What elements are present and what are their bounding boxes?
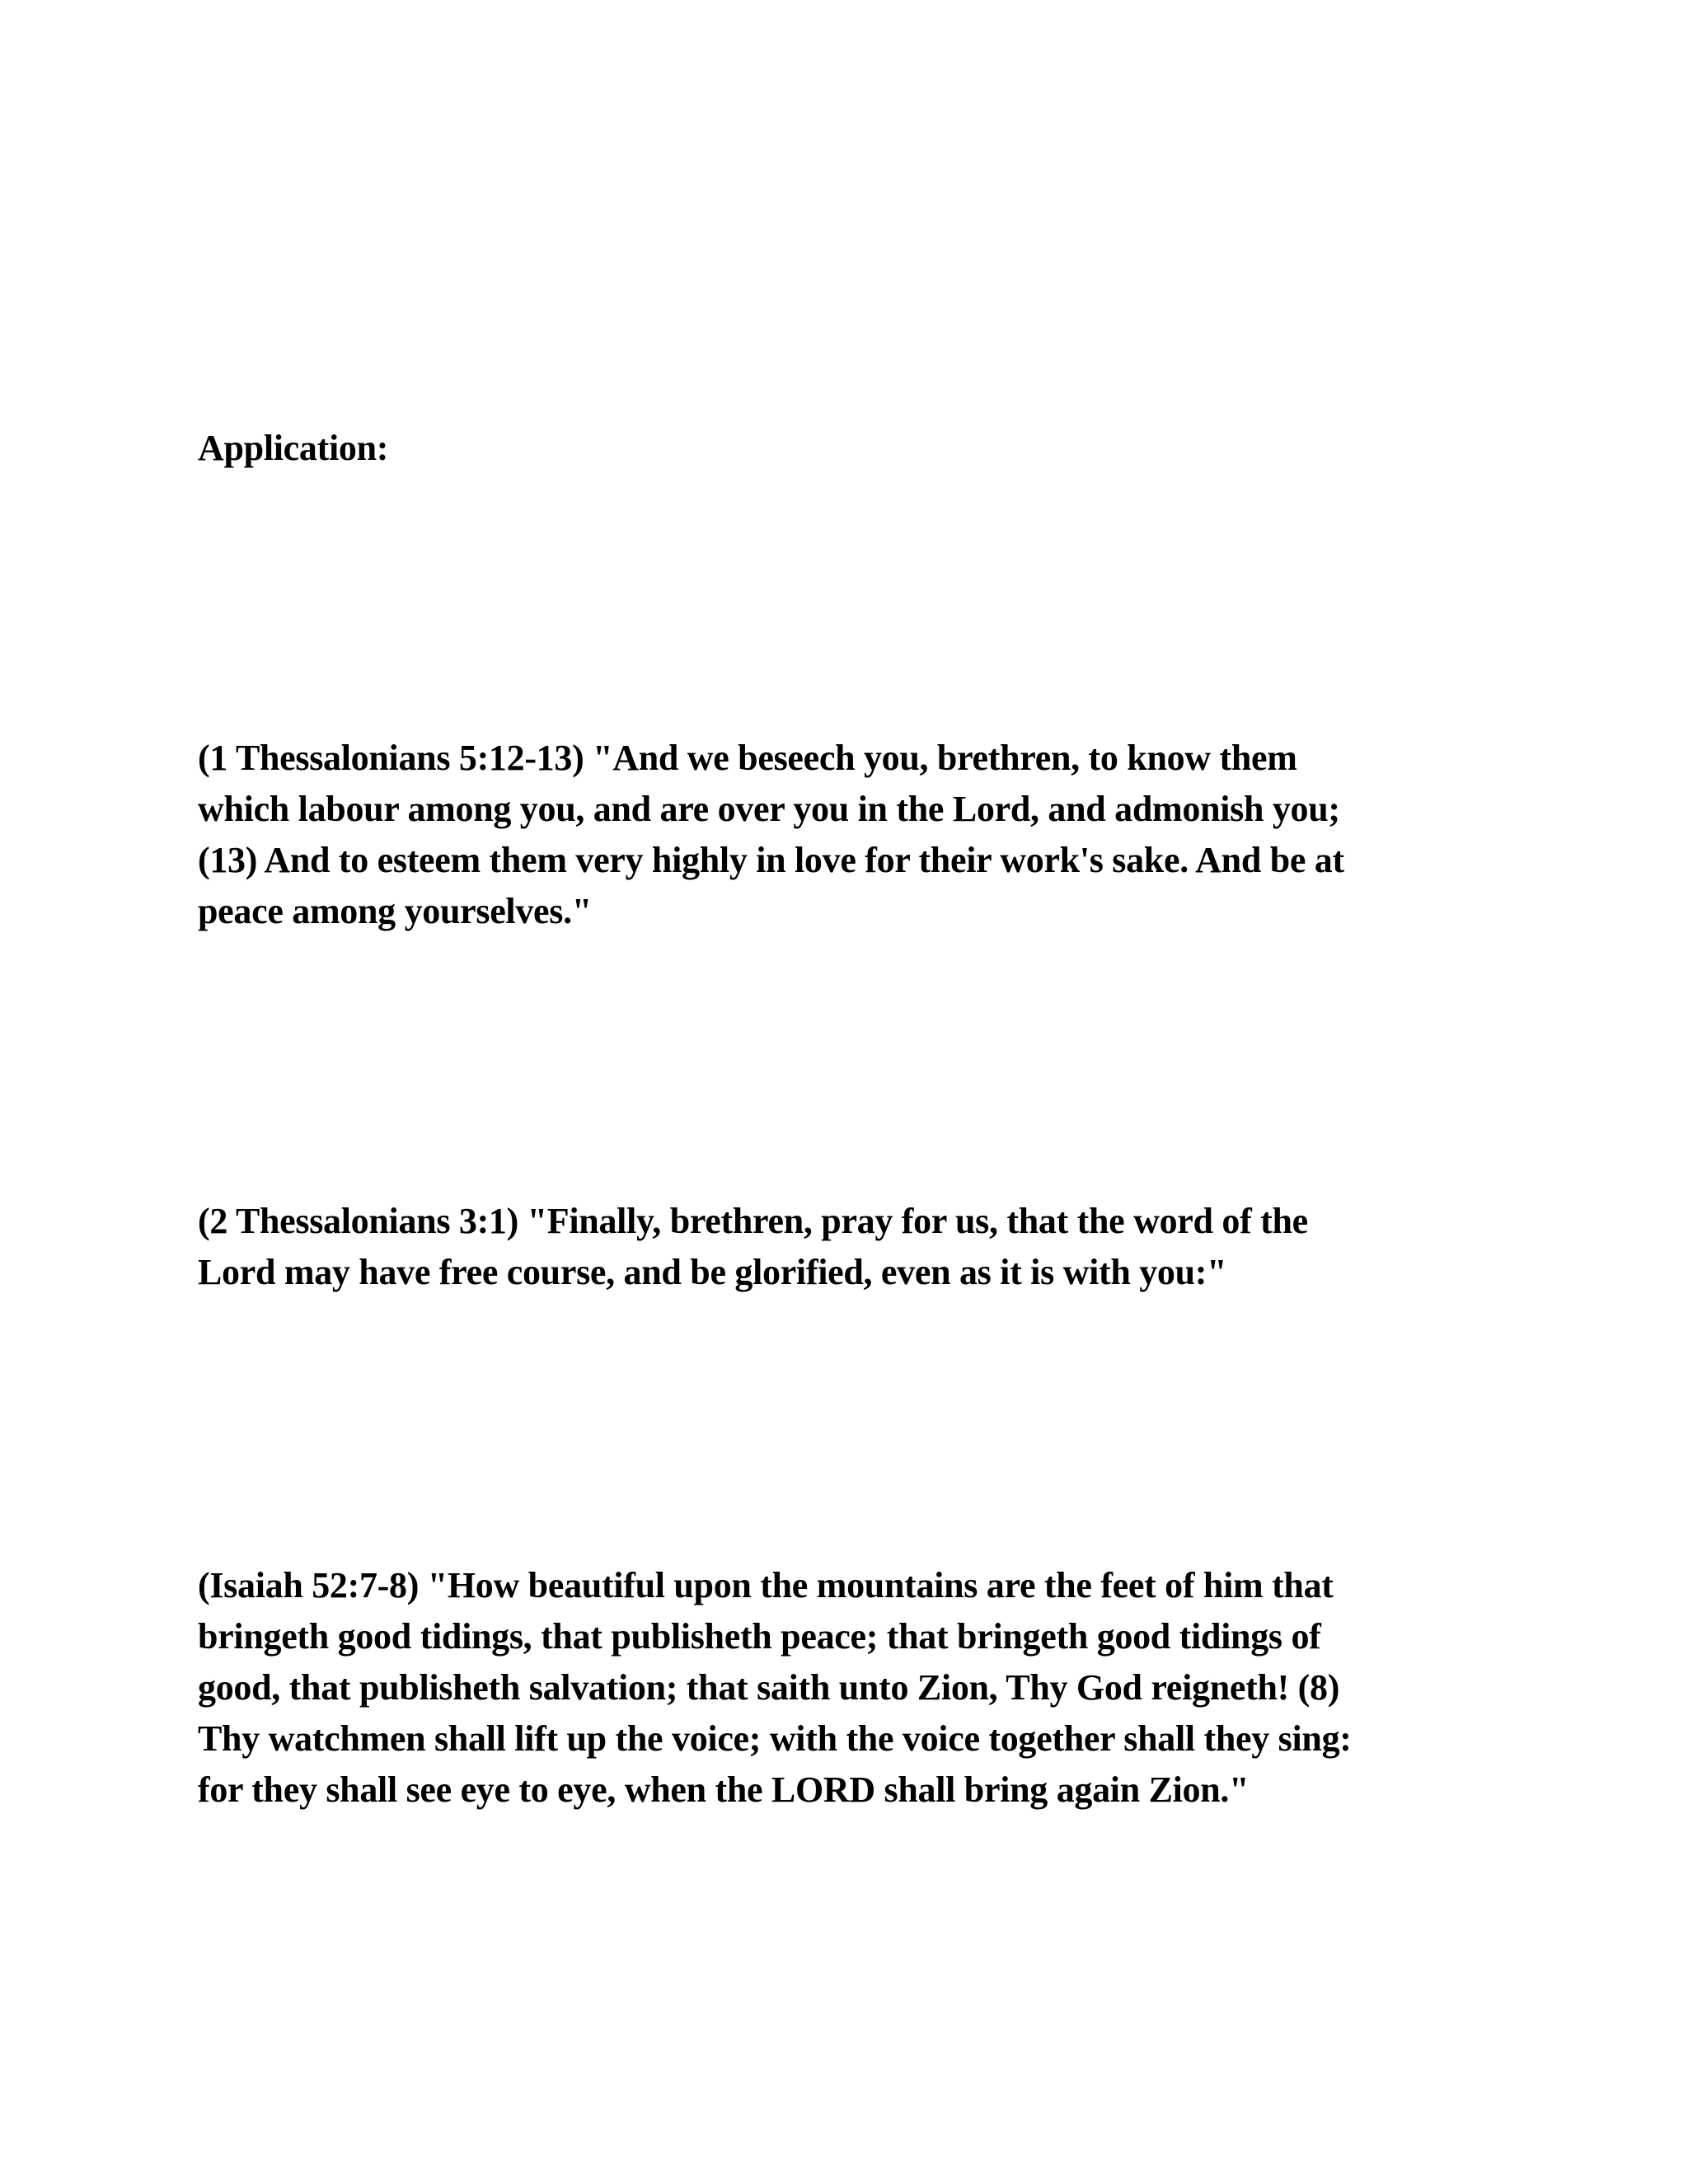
- passage-line: (2 Thessalonians 3:1) "Finally, brethren, pray for us, that the word of the: [198, 1201, 1308, 1241]
- scripture-passage-isaiah-52: [198, 1560, 1467, 1816]
- passage-line: (13) And to esteem them very highly in love for their work's sake. And be at: [198, 840, 1344, 880]
- scripture-passage-1-thessalonians-5: [198, 733, 1467, 937]
- passage-line: Lord may have free course, and be glorified, even as it is with you:": [198, 1252, 1227, 1292]
- passage-line: bringeth good tidings, that publisheth peace; that bringeth good tidings of: [198, 1616, 1321, 1657]
- passage-line: which labour among you, and are over you in the Lord, and admonish you;: [198, 789, 1340, 829]
- passage-line: Thy watchmen shall lift up the voice; with the voice together shall they sing:: [198, 1718, 1352, 1759]
- section-heading: [198, 423, 1467, 474]
- scripture-passage-2-thessalonians-3: [198, 1196, 1467, 1298]
- heading-text: Application:: [198, 428, 389, 468]
- passage-line: for they shall see eye to eye, when the LORD shall bring again Zion.": [198, 1769, 1250, 1810]
- passage-line: (1 Thessalonians 5:12-13) "And we beseech you, brethren, to know them: [198, 738, 1297, 778]
- passage-line: (Isaiah 52:7-8) "How beautiful upon the mountains are the feet of him that: [198, 1565, 1334, 1605]
- passage-line: good, that publisheth salvation; that saith unto Zion, Thy God reigneth! (8): [198, 1667, 1340, 1708]
- passage-line: peace among yourselves.": [198, 891, 592, 931]
